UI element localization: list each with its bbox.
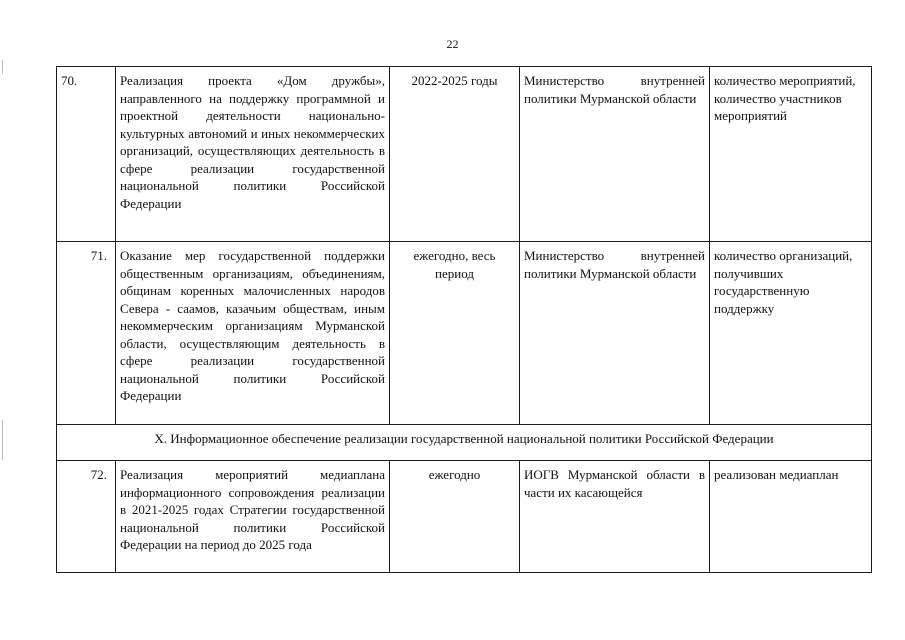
row-number: 70.: [57, 67, 116, 242]
section-title: X. Информационное обеспечение реализации государственной национальной политики Российской Федерации: [57, 425, 872, 461]
executor: Министерство внутренней политики Мурманской области: [520, 67, 710, 242]
indicator: количество мероприятий, количество участников мероприятий: [710, 67, 872, 242]
indicator: количество организаций, получивших государственную поддержку: [710, 242, 872, 425]
row-number: 71.: [57, 242, 116, 425]
executor: Министерство внутренней политики Мурманской области: [520, 242, 710, 425]
section-row: [57, 425, 872, 461]
executor: ИОГВ Мурманской области в части их касающейся: [520, 461, 710, 573]
page-number: 22: [446, 37, 459, 51]
scan-margin-mark: [2, 420, 3, 460]
period: ежегодно: [390, 461, 520, 573]
table-row: [57, 461, 872, 573]
table-row: [57, 242, 872, 425]
row-number: 72.: [57, 461, 116, 573]
activity-description: Реализация мероприятий медиаплана информационного сопровождения реализации в 2021-2025 годах Стратегии государственной национальной политики Российской Федерации на период до 2025 года: [116, 461, 390, 573]
plan-table: [56, 66, 872, 573]
activity-description: Реализация проекта «Дом дружбы», направленного на поддержку программной и проектной деятельности национально-культурных автономий и иных некоммерческих организаций, осуществляющих деятельность в сфере реализации государственной национальной политики Российской Федерации: [116, 67, 390, 242]
period: ежегодно, весь период: [390, 242, 520, 425]
indicator: реализован медиаплан: [710, 461, 872, 573]
scan-margin-mark: [2, 60, 3, 74]
activity-description: Оказание мер государственной поддержки общественным организациям, объединениям, общинам коренных малочисленных народов Севера - саамов, казачьим обществам, иным некоммерческим организациям Мурманской области, осуществляющим деятельность в сфере реализации государственной национальной политики Российской Федерации: [116, 242, 390, 425]
period: 2022-2025 годы: [390, 67, 520, 242]
table-row: [57, 67, 872, 242]
